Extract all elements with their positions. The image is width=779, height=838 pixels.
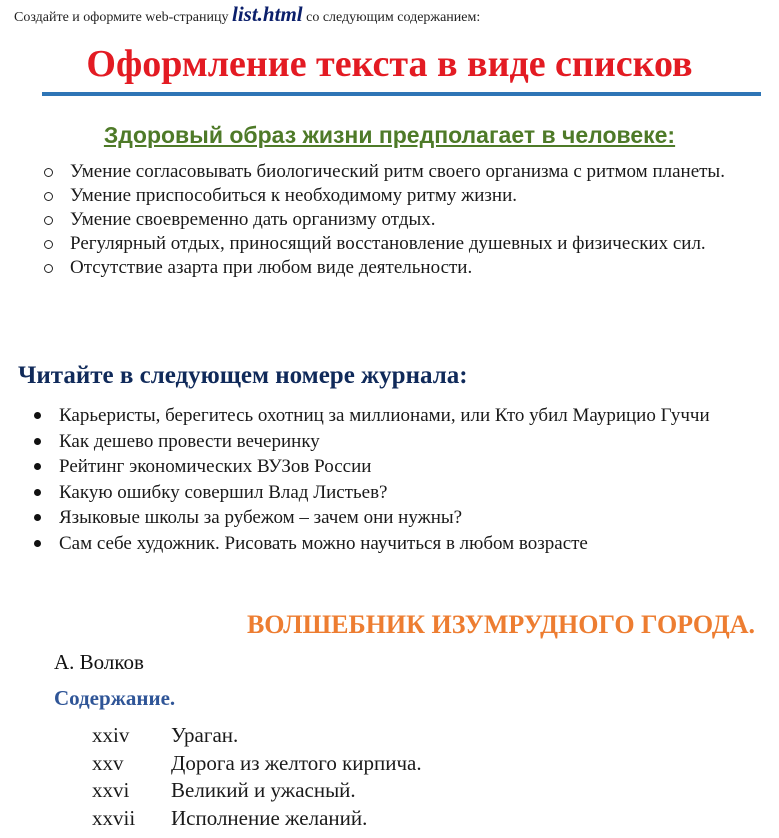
disc-bullet-icon (34, 489, 41, 496)
chapter-item (92, 805, 422, 833)
circle-bullet-icon (44, 192, 53, 201)
chapter-title: Дорога из желтого кирпича. (171, 750, 422, 775)
disc-bullet-icon (34, 438, 41, 445)
instruction-text-after: со следующим содержанием: (302, 10, 481, 25)
chapter-number: xxvi (92, 778, 130, 802)
circle-bullet-icon (44, 240, 53, 249)
contents-list (92, 722, 422, 832)
disc-bullet-icon (34, 463, 41, 470)
list-item: Умение согласовывать биологический ритм своего организма с ритмом планеты. (44, 160, 744, 184)
chapter-title: Великий и ужасный. (171, 778, 356, 802)
chapter-number: xxiv (92, 723, 130, 747)
title-divider (42, 92, 761, 96)
list-item: Языковые школы за рубежом – зачем они нужны? (32, 505, 760, 531)
chapter-item (92, 777, 422, 805)
task-instruction (14, 2, 480, 27)
instruction-text-before: Создайте и оформите web-страницу (14, 10, 232, 25)
disc-bullet-icon (34, 540, 41, 547)
magazine-heading: Читайте в следующем номере журнала: (18, 362, 468, 389)
list-item: Регулярный отдых, приносящий восстановление душевных и физических сил. (44, 232, 744, 256)
health-list (44, 160, 744, 280)
disc-bullet-icon (34, 514, 41, 521)
list-item: Умение своевременно дать организму отдых. (44, 208, 744, 232)
list-item: Как дешево провести вечеринку (32, 429, 760, 455)
list-item: Умение приспособиться к необходимому ритму жизни. (44, 184, 744, 208)
health-heading: Здоровый образ жизни предполагает в человеке: (103, 122, 676, 148)
chapter-item (92, 750, 422, 778)
book-title: ВОЛШЕБНИК ИЗУМРУДНОГО ГОРОДА. (246, 610, 755, 639)
list-item: Отсутствие азарта при любом виде деятельности. (44, 256, 744, 280)
list-item: Карьеристы, берегитесь охотниц за миллионами, или Кто убил Маурицио Гуччи (32, 403, 760, 429)
chapter-number: xxv (92, 750, 124, 775)
filename: list.html (232, 2, 303, 26)
list-item: Какую ошибку совершил Влад Листьев? (32, 480, 760, 506)
chapter-number: xxvii (92, 805, 136, 830)
chapter-item (92, 722, 422, 750)
page-title: Оформление текста в виде списков (86, 43, 693, 85)
circle-bullet-icon (44, 216, 53, 225)
list-item: Рейтинг экономических ВУЗов России (32, 454, 760, 480)
book-author: А. Волков (54, 650, 144, 674)
circle-bullet-icon (44, 264, 53, 273)
disc-bullet-icon (34, 412, 41, 419)
list-item: Сам себе художник. Рисовать можно научиться в любом возрасте (32, 531, 760, 557)
chapter-title: Исполнение желаний. (171, 805, 368, 830)
circle-bullet-icon (44, 168, 53, 177)
chapter-title: Ураган. (171, 723, 239, 747)
contents-heading: Содержание. (54, 686, 176, 710)
magazine-list (32, 403, 760, 556)
